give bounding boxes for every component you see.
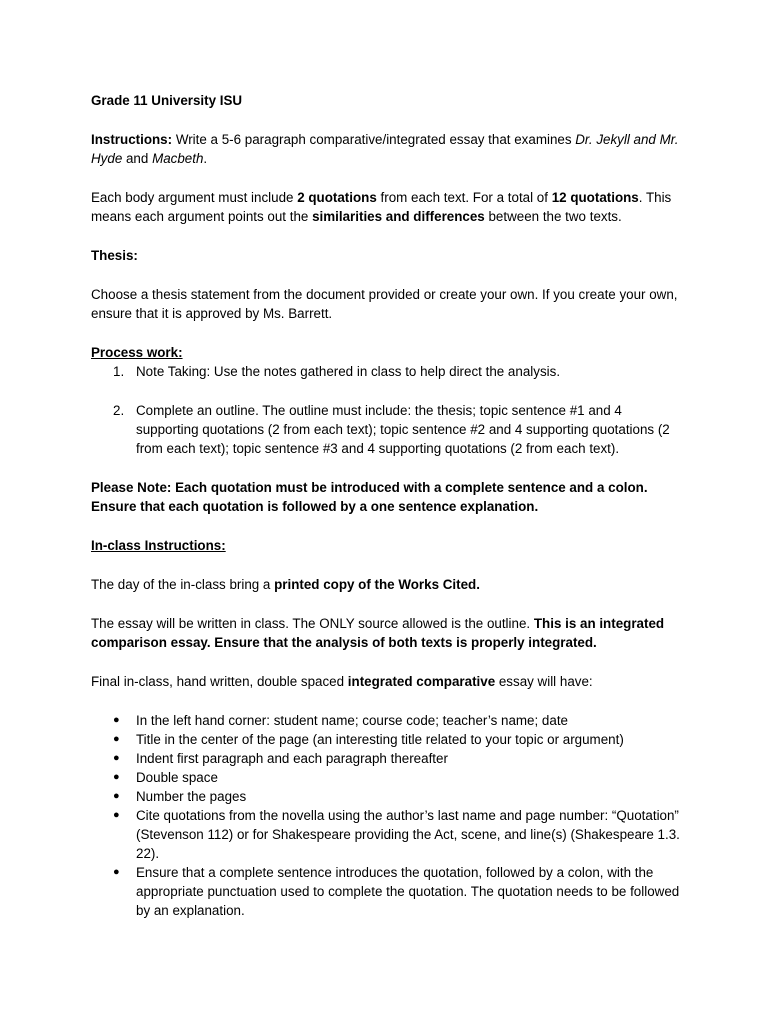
works-cited-paragraph: The day of the in-class bring a printed copy of the Works Cited. (91, 577, 480, 592)
bullet-icon: ● (113, 752, 120, 764)
work-title-macbeth: Macbeth (152, 151, 204, 166)
process-work-list (91, 362, 681, 458)
final-essay-paragraph: Final in-class, hand written, double spaced integrated comparative essay will have: (91, 674, 593, 689)
essay-in-class-paragraph: The essay will be written in class. The ONLY source allowed is the outline. This is an integrated comparison essay. Ensure that the analysis of both texts is properly integrated. (91, 616, 665, 650)
requirement-item: ● Cite quotations from the novella using the author’s last name and page number: “Quotation” (Stevenson 112) or for Shakespeare providing the Act, scene, and line(s) (Shakespeare 1.3. 22). (113, 808, 680, 861)
document-title: Grade 11 University ISU (91, 93, 243, 108)
process-work-heading: Process work: (91, 345, 183, 360)
requirement-item: ● Indent first paragraph and each paragraph thereafter (113, 751, 448, 766)
bullet-icon: ● (113, 809, 120, 821)
requirement-item: ● Number the pages (113, 789, 247, 804)
thesis-paragraph: Choose a thesis statement from the document provided or create your own. If you create your own, ensure that it is approved by Ms. Barrett. (91, 287, 678, 321)
work-title-jekyll: Dr. Jekyll and Mr. Hyde (91, 132, 679, 166)
process-item-outline: 2. Complete an outline. The outline must include: the thesis; topic sentence #1 and 4 supporting quotations (2 from each text); topic sentence #2 and 4 supporting quotations (2 from each text); topic sentence #3 and 4 supporting quotations (2 from each text). (113, 403, 670, 456)
bullet-icon: ● (113, 771, 120, 783)
instructions-label: Instructions: (91, 132, 173, 147)
bullet-icon: ● (113, 714, 120, 726)
in-class-heading: In-class Instructions: (91, 538, 226, 553)
instructions-paragraph: Instructions: Write a 5-6 paragraph comparative/integrated essay that examines Dr. Jekyll and Mr. Hyde and Macbeth. (91, 132, 679, 166)
document-page (91, 91, 681, 920)
bullet-icon: ● (113, 733, 120, 745)
body-argument-paragraph: Each body argument must include 2 quotations from each text. For a total of 12 quotations. This means each argument points out the similarities and differences between the two texts. (91, 190, 672, 224)
bullet-icon: ● (113, 866, 120, 878)
please-note-paragraph: Please Note: Each quotation must be introduced with a complete sentence and a colon. Ensure that each quotation is followed by a one sentence explanation. (91, 480, 648, 514)
bullet-icon: ● (113, 790, 120, 802)
requirement-item: ● Ensure that a complete sentence introduces the quotation, followed by a colon, with the appropriate punctuation used to complete the quotation. The quotation needs to be followed by an explanation. (113, 865, 680, 918)
requirement-item: ● In the left hand corner: student name; course code; teacher’s name; date (113, 713, 568, 728)
essay-requirements-list (91, 711, 681, 920)
requirement-item: ● Double space (113, 770, 218, 785)
requirement-item: ● Title in the center of the page (an interesting title related to your topic or argument) (113, 732, 624, 747)
thesis-heading: Thesis: (91, 248, 138, 263)
process-item-note-taking: 1. Note Taking: Use the notes gathered in class to help direct the analysis. (113, 364, 561, 379)
